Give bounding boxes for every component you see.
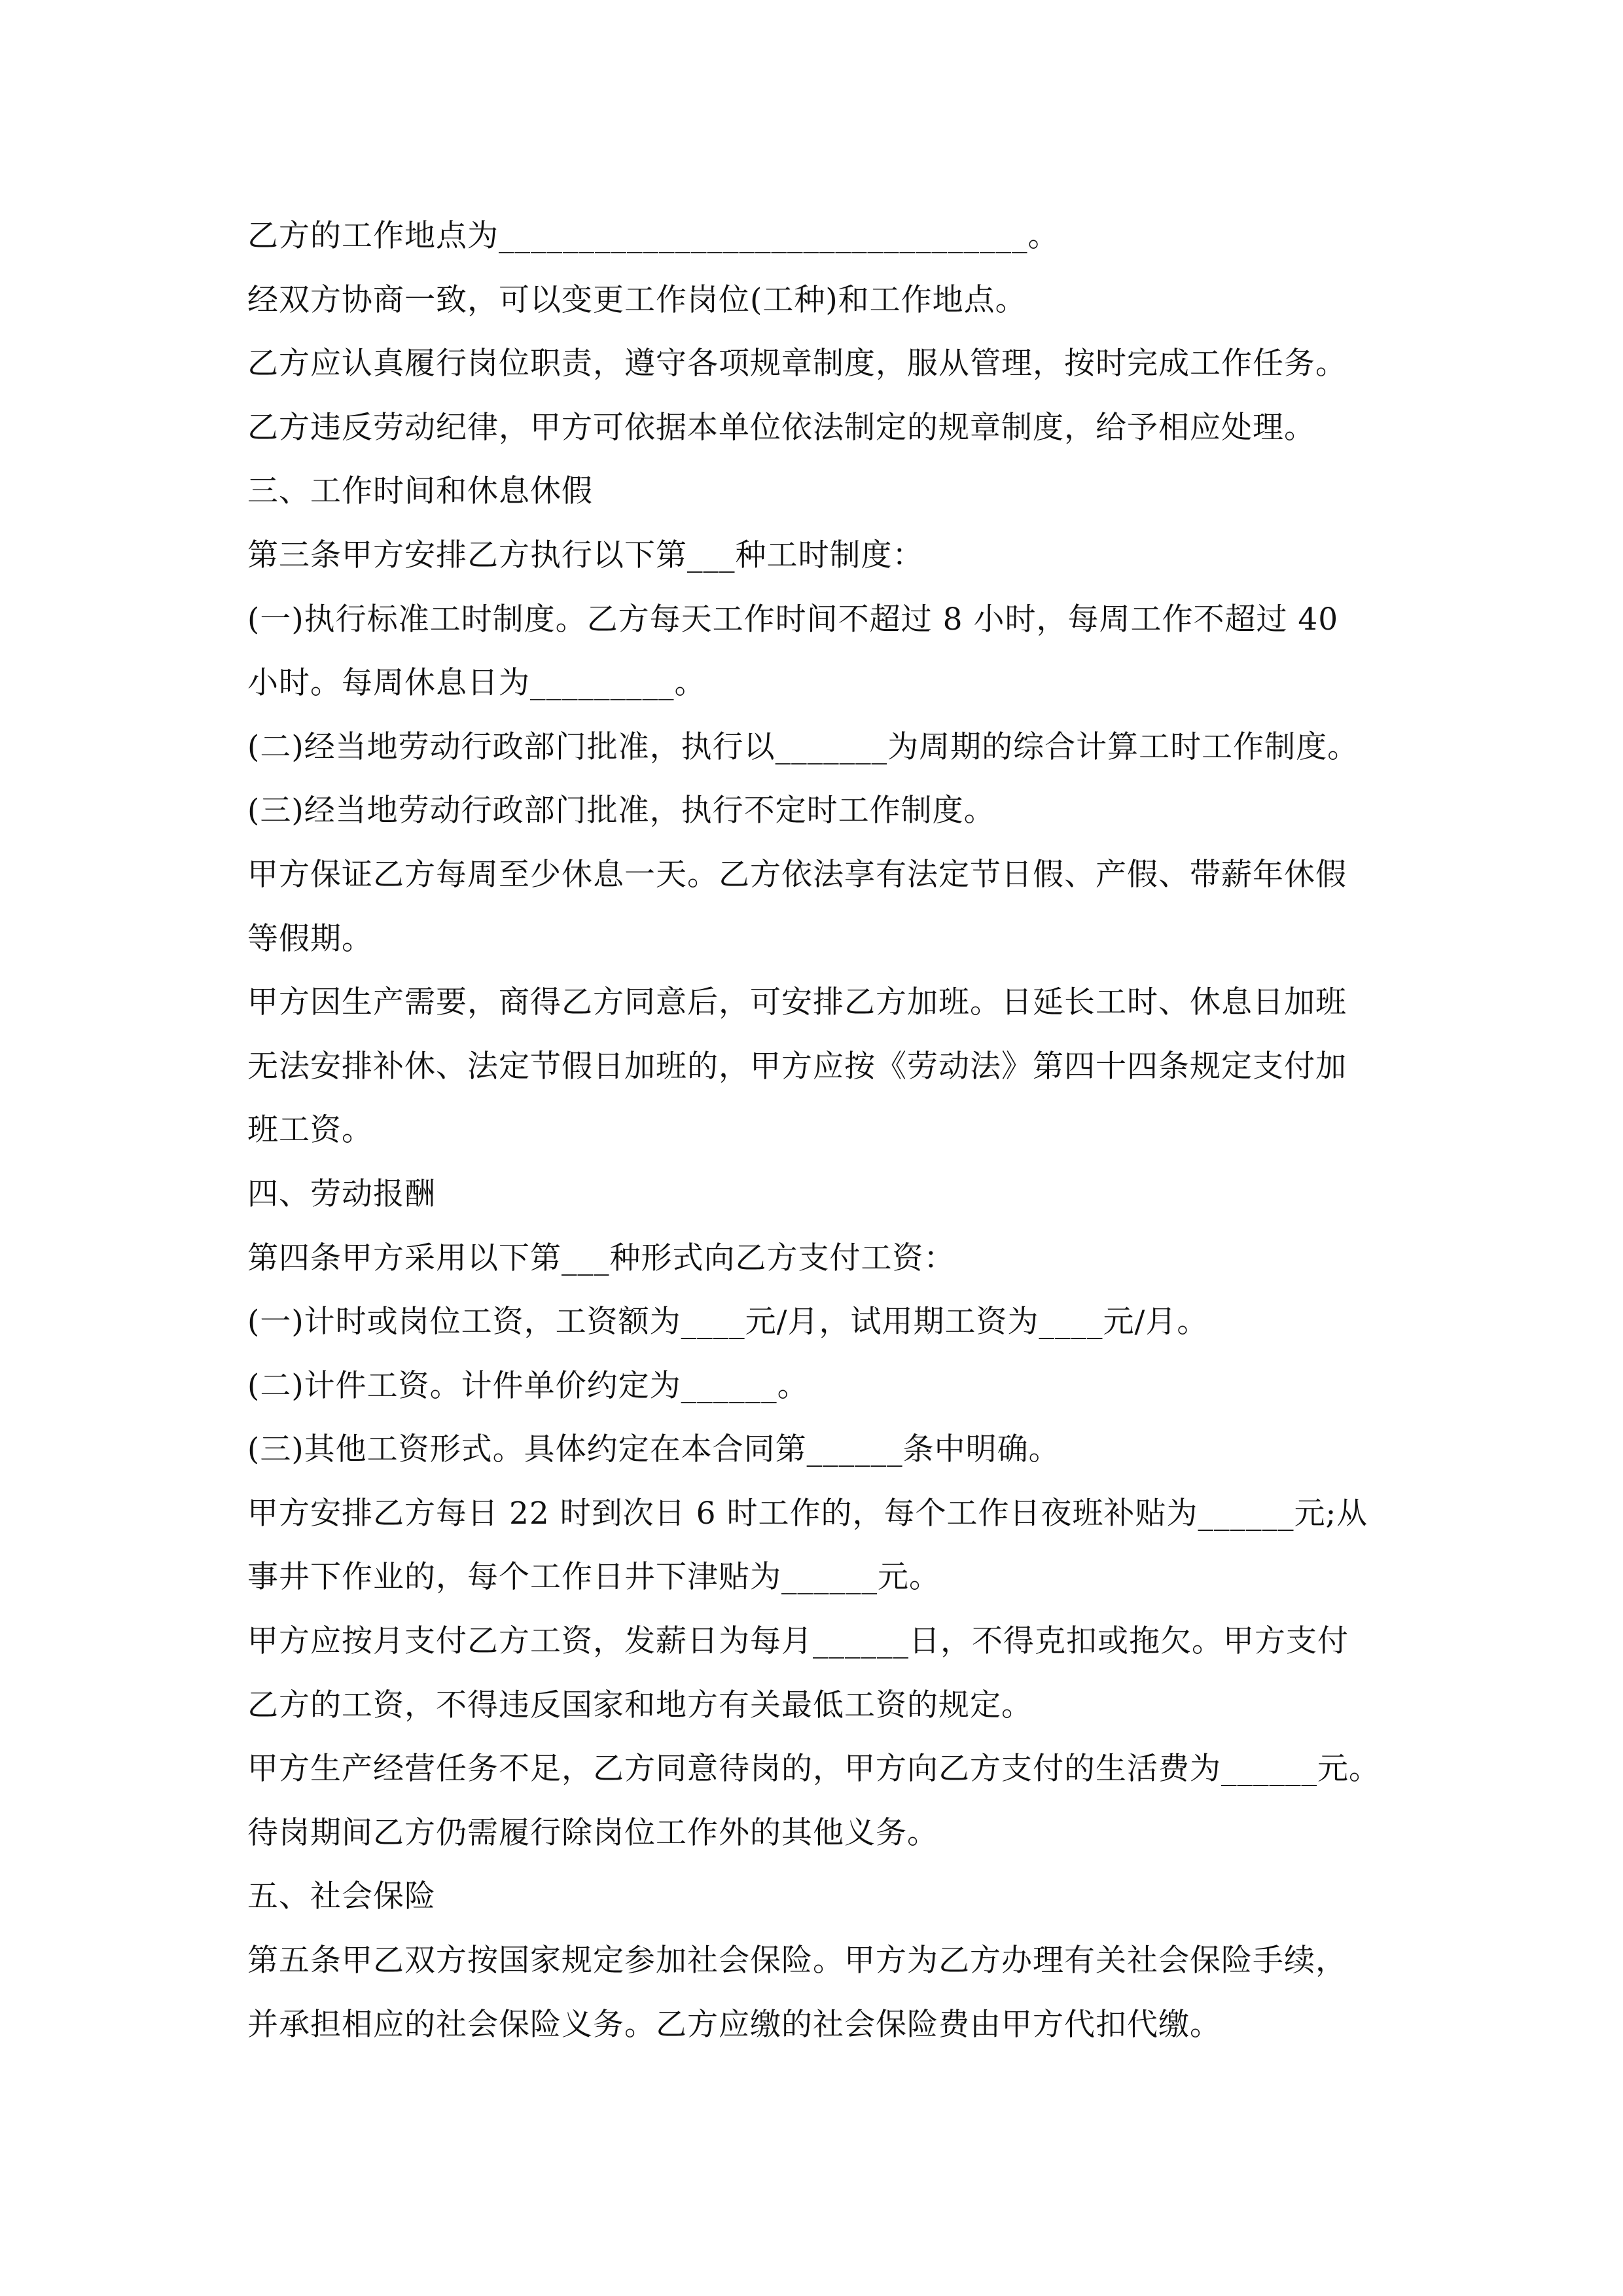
text-line: 乙方的工作地点为_________________________________。 [247,218,1060,254]
text-line: 乙方违反劳动纪律，甲方可依据本单位依法制定的规章制度，给予相应处理。 [247,409,1315,446]
text-line: 甲方安排乙方每日 22 时到次日 6 时工作的，每个工作日夜班补贴为______元;从 [247,1495,1368,1532]
text-line: 乙方的工资，不得违反国家和地方有关最低工资的规定。 [247,1687,1033,1723]
text-line: 无法安排补休、法定节假日加班的，甲方应按《劳动法》第四十四条规定支付加 [247,1048,1347,1085]
text-line: 小时。每周休息日为_________。 [247,665,706,702]
text-line: 第三条甲方安排乙方执行以下第___种工时制度： [247,537,924,573]
text-line: (一)计时或岗位工资，工资额为____元/月，试用期工资为____元/月。 [247,1304,1209,1340]
text-line: (一)执行标准工时制度。乙方每天工作时间不超过 8 小时，每周工作不超过 40 [247,601,1339,637]
text-line: 并承担相应的社会保险义务。乙方应缴的社会保险费由甲方代扣代缴。 [247,2006,1221,2043]
text-line: (三)经当地劳动行政部门批准，执行不定时工作制度。 [247,793,995,829]
text-line: 甲方生产经营任务不足，乙方同意待岗的，甲方向乙方支付的生活费为______元。 [247,1751,1380,1787]
text-line: 待岗期间乙方仍需履行除岗位工作外的其他义务。 [247,1814,938,1851]
document-body [247,204,1406,2056]
text-line: 班工资。 [247,1112,373,1149]
text-line: 第五条甲乙双方按国家规定参加社会保险。甲方为乙方办理有关社会保险手续， [247,1943,1347,1979]
text-line: (三)其他工资形式。具体约定在本合同第______条中明确。 [247,1431,1060,1468]
text-line: 甲方因生产需要，商得乙方同意后，可安排乙方加班。日延长工时、休息日加班 [247,984,1347,1021]
text-line: 甲方保证乙方每周至少休息一天。乙方依法享有法定节日假、产假、带薪年休假 [247,856,1347,893]
text-line: 甲方应按月支付乙方工资，发薪日为每月______日，不得克扣或拖欠。甲方支付 [247,1623,1349,1660]
text-line: 等假期。 [247,920,373,957]
text-line: 乙方应认真履行岗位职责，遵守各项规章制度，服从管理，按时完成工作任务。 [247,346,1347,382]
text-line: (二)计件工资。计件单价约定为______。 [247,1367,809,1404]
section-heading: 三、工作时间和休息休假 [247,473,593,510]
text-line: 事井下作业的，每个工作日井下津贴为______元。 [247,1559,940,1596]
text-line: (二)经当地劳动行政部门批准，执行以_______为周期的综合计算工时工作制度。 [247,728,1359,765]
section-heading: 五、社会保险 [247,1878,436,1915]
text-line: 经双方协商一致，可以变更工作岗位(工种)和工作地点。 [247,281,1027,318]
section-heading: 四、劳动报酬 [247,1175,436,1212]
text-line: 第四条甲方采用以下第___种形式向乙方支付工资： [247,1240,955,1276]
